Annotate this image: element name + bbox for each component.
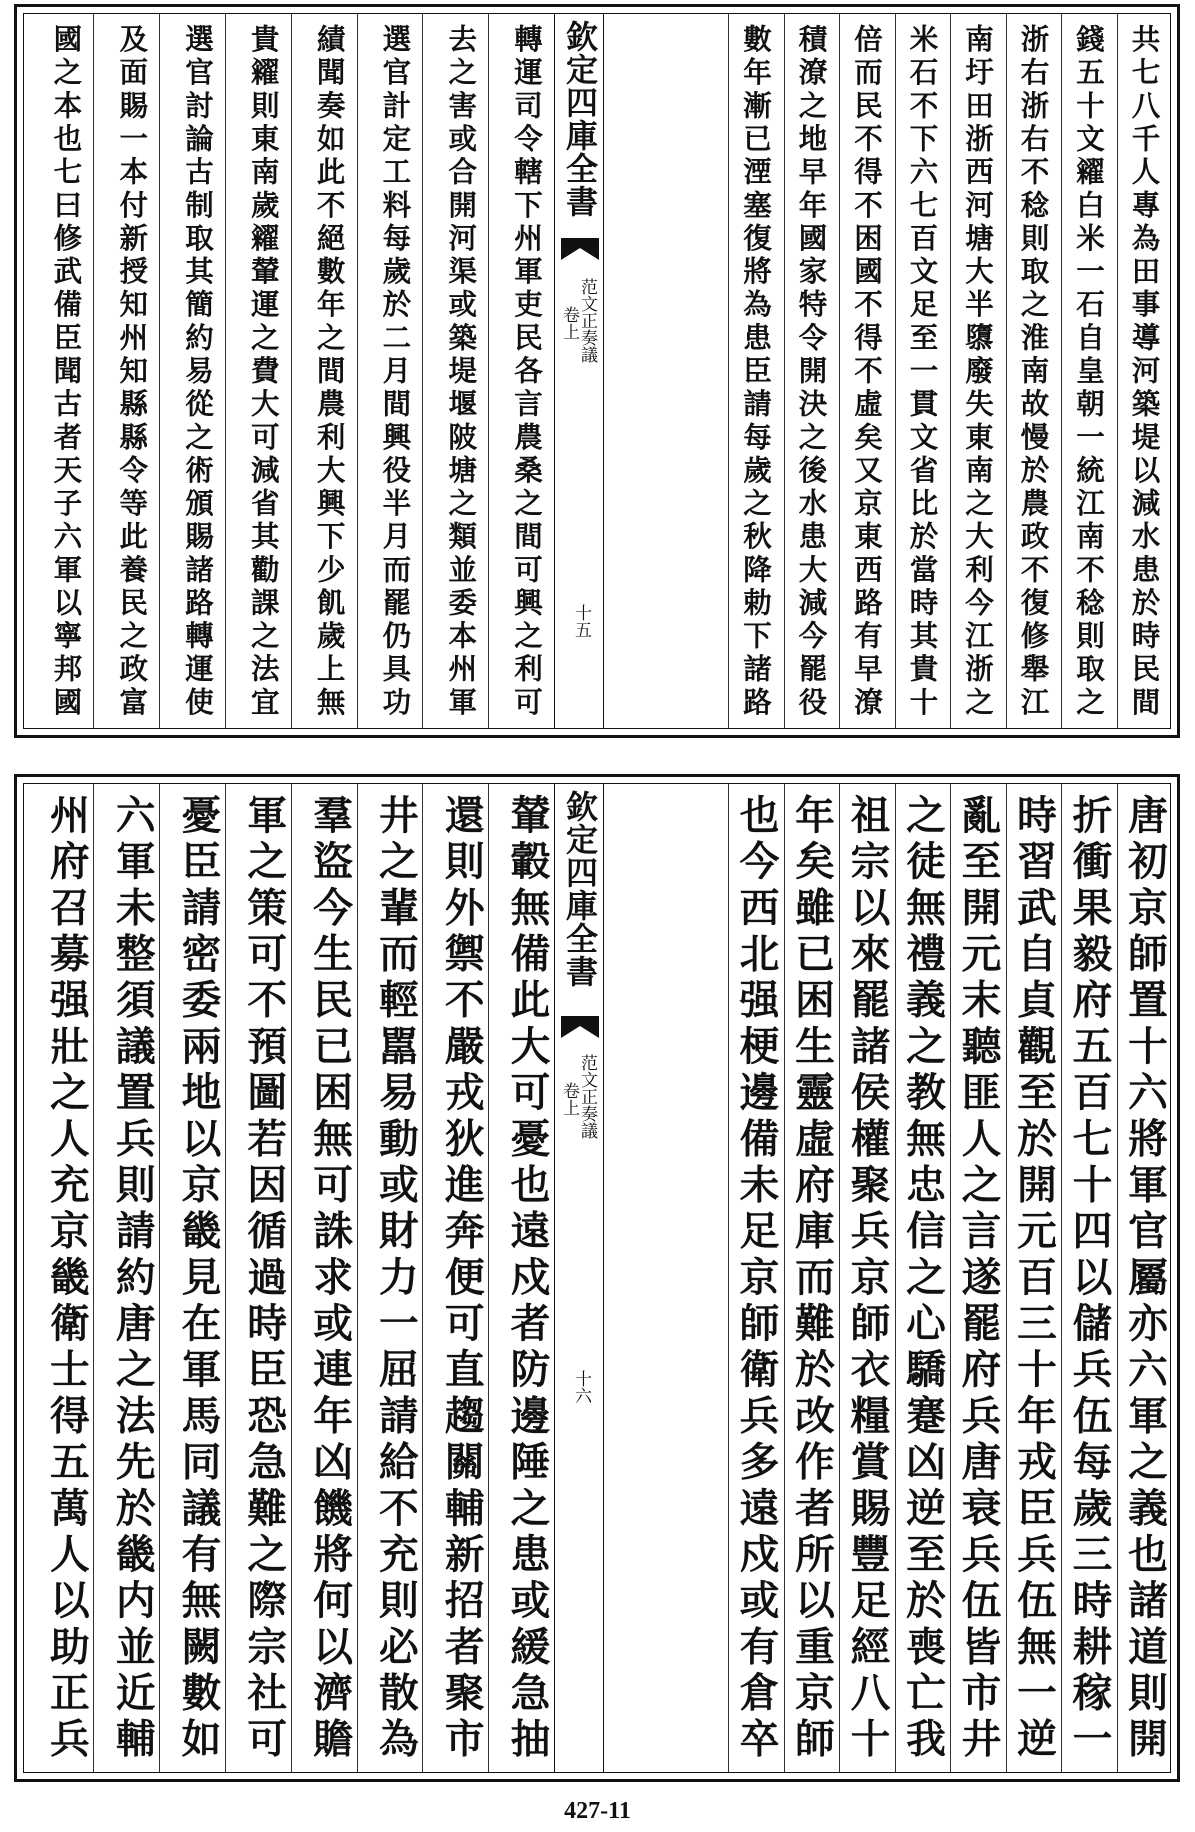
top-page-text-column xyxy=(357,14,423,728)
top-page-text-column xyxy=(159,14,225,728)
column-text: 共七八千人專為田事導河築堤以減水患於時民間 xyxy=(1127,24,1162,720)
bottom-page-text-column xyxy=(225,784,291,1772)
column-text: 倍而民不得不困國不得不虛矣又京東西路有早潦 xyxy=(850,24,884,720)
top-page-text-column xyxy=(839,14,894,728)
bottom-page-text-column xyxy=(1006,784,1061,1772)
column-text: 貴糴則東南歲糴輦運之費大可減省其勸課之法宜 xyxy=(246,24,281,720)
top-page-text-column xyxy=(1006,14,1061,728)
top-page-text-column xyxy=(93,14,159,728)
bottom-center-title: 欽定四庫全書 xyxy=(561,790,599,988)
column-text: 選官討論古制取其簡約易從之術頒賜諸路轉運使 xyxy=(180,24,215,720)
bottom-page-text-column xyxy=(28,784,94,1772)
bottom-center-page-number: 十六 xyxy=(571,1370,591,1404)
bottom-page-text-column xyxy=(728,784,783,1772)
fish-tail-icon xyxy=(561,238,599,260)
top-page-text-column xyxy=(291,14,357,728)
top-center-book-name: 范文正奏議 xyxy=(577,278,597,363)
bottom-page-text-column xyxy=(488,784,554,1772)
bottom-page xyxy=(14,774,1180,1782)
bottom-center-juan: 卷上 xyxy=(559,1082,579,1116)
column-text: 祖宗以來罷諸侯權聚兵京師衣糧賞賜豐足經八十 xyxy=(844,794,890,1764)
top-center-juan: 卷上 xyxy=(559,306,579,340)
bottom-page-text-column xyxy=(159,784,225,1772)
bottom-page-text-column xyxy=(839,784,894,1772)
column-text: 折衝果毅府五百七十四以儲兵伍每歲三時耕稼一 xyxy=(1066,794,1112,1764)
column-text: 六軍未整須議置兵則請約唐之法先於畿内並近輔 xyxy=(109,794,156,1764)
bottom-center-column xyxy=(554,784,604,1772)
fish-tail-icon xyxy=(561,1016,599,1038)
bottom-page-text-column xyxy=(291,784,357,1772)
top-page-text-column xyxy=(422,14,488,728)
top-page-text-column xyxy=(1117,14,1172,728)
column-text: 軍之策可不預圖若因循過時臣恐急難之際宗社可 xyxy=(240,794,287,1764)
top-page-text-column xyxy=(895,14,950,728)
top-page-text-column xyxy=(28,14,94,728)
column-text: 選官計定工料每歲於二月間興役半月而罷仍具功 xyxy=(378,24,413,720)
column-text: 去之害或合開河渠或築堤堰陂塘之類並委本州軍 xyxy=(444,24,479,720)
bottom-page-frame xyxy=(23,783,1171,1773)
column-text: 績聞奏如此不絕數年之間農利大興下少飢歲上無 xyxy=(312,24,347,720)
column-text: 及面賜一本付新授知州知縣縣令等此養民之政富 xyxy=(115,24,150,720)
bottom-center-book-name: 范文正奏議 xyxy=(577,1054,597,1139)
column-text: 之徒無禮義之教無忠信之心驕蹇凶逆至於喪亡我 xyxy=(899,794,946,1764)
column-text: 國之本也七曰修武備臣聞古者天子六軍以寧邦國 xyxy=(49,24,84,720)
column-text: 年矣雖已困生靈虛府庫而難於改作者所以重京師 xyxy=(788,794,835,1764)
bottom-page-text-column xyxy=(93,784,159,1772)
column-text: 憂臣請密委兩地以京畿見在軍馬同議有無闕數如 xyxy=(174,794,221,1764)
column-text: 積潦之地早年國家特令開決之後水患大減今罷役 xyxy=(794,24,829,720)
top-page-text-column xyxy=(784,14,839,728)
bottom-page-text-column xyxy=(357,784,423,1772)
column-text: 錢五十文糴白米一石自皇朝一統江南不稔則取之 xyxy=(1072,24,1106,720)
column-text: 數年漸已湮塞復將為患臣請每歲之秋降勅下諸路 xyxy=(739,24,773,720)
top-page xyxy=(14,4,1180,738)
column-text: 州府召募强壯之人充京畿衛士得五萬人以助正兵 xyxy=(43,794,90,1764)
column-text: 輦轂無備此大可憂也遠戍者防邊陲之患或緩急抽 xyxy=(503,794,550,1764)
bottom-page-text-column xyxy=(895,784,950,1772)
top-center-title: 欽定四庫全書 xyxy=(561,20,599,218)
top-page-text-column xyxy=(950,14,1005,728)
top-page-text-column xyxy=(728,14,783,728)
bottom-page-text-column xyxy=(1061,784,1116,1772)
column-text: 羣盜今生民已困無可誅求或連年凶饑將何以濟贍 xyxy=(306,794,353,1764)
column-text: 唐初京師置十六將軍官屬亦六軍之義也諸道則開 xyxy=(1121,794,1168,1764)
top-page-frame xyxy=(23,13,1171,729)
top-page-text-column xyxy=(1061,14,1116,728)
top-center-column xyxy=(554,14,604,728)
top-center-page-number: 十五 xyxy=(571,604,591,638)
top-page-text-column xyxy=(488,14,554,728)
bottom-page-text-column xyxy=(950,784,1005,1772)
column-text: 還則外禦不嚴戎狄進奔便可直趨關輔新招者聚市 xyxy=(438,794,485,1764)
column-text: 米石不下六七百文足至一貫文省比於當時其貴十 xyxy=(905,24,940,720)
column-text: 井之輩而輕嚚易動或財力一屈請給不充則必散為 xyxy=(372,794,419,1764)
page-footer-number: 427-11 xyxy=(564,1798,631,1824)
column-text: 也今西北强梗邊備未足京師衛兵多遠戍或有倉卒 xyxy=(733,794,779,1764)
column-text: 南圩田浙西河塘大半隳廢失東南之大利今江浙之 xyxy=(961,24,995,720)
bottom-page-text-column xyxy=(784,784,839,1772)
bottom-page-text-column xyxy=(1117,784,1172,1772)
top-page-text-column xyxy=(225,14,291,728)
column-text: 轉運司令轄下州軍吏民各言農桑之間可興之利可 xyxy=(509,24,544,720)
bottom-page-text-column xyxy=(422,784,488,1772)
column-text: 浙右浙右不稔則取之淮南故慢於農政不復修舉江 xyxy=(1016,24,1051,720)
column-text: 時習武自貞觀至於開元百三十年戎臣兵伍無一逆 xyxy=(1010,794,1057,1764)
column-text: 亂至開元末聽匪人之言遂罷府兵唐衰兵伍皆市井 xyxy=(955,794,1001,1764)
